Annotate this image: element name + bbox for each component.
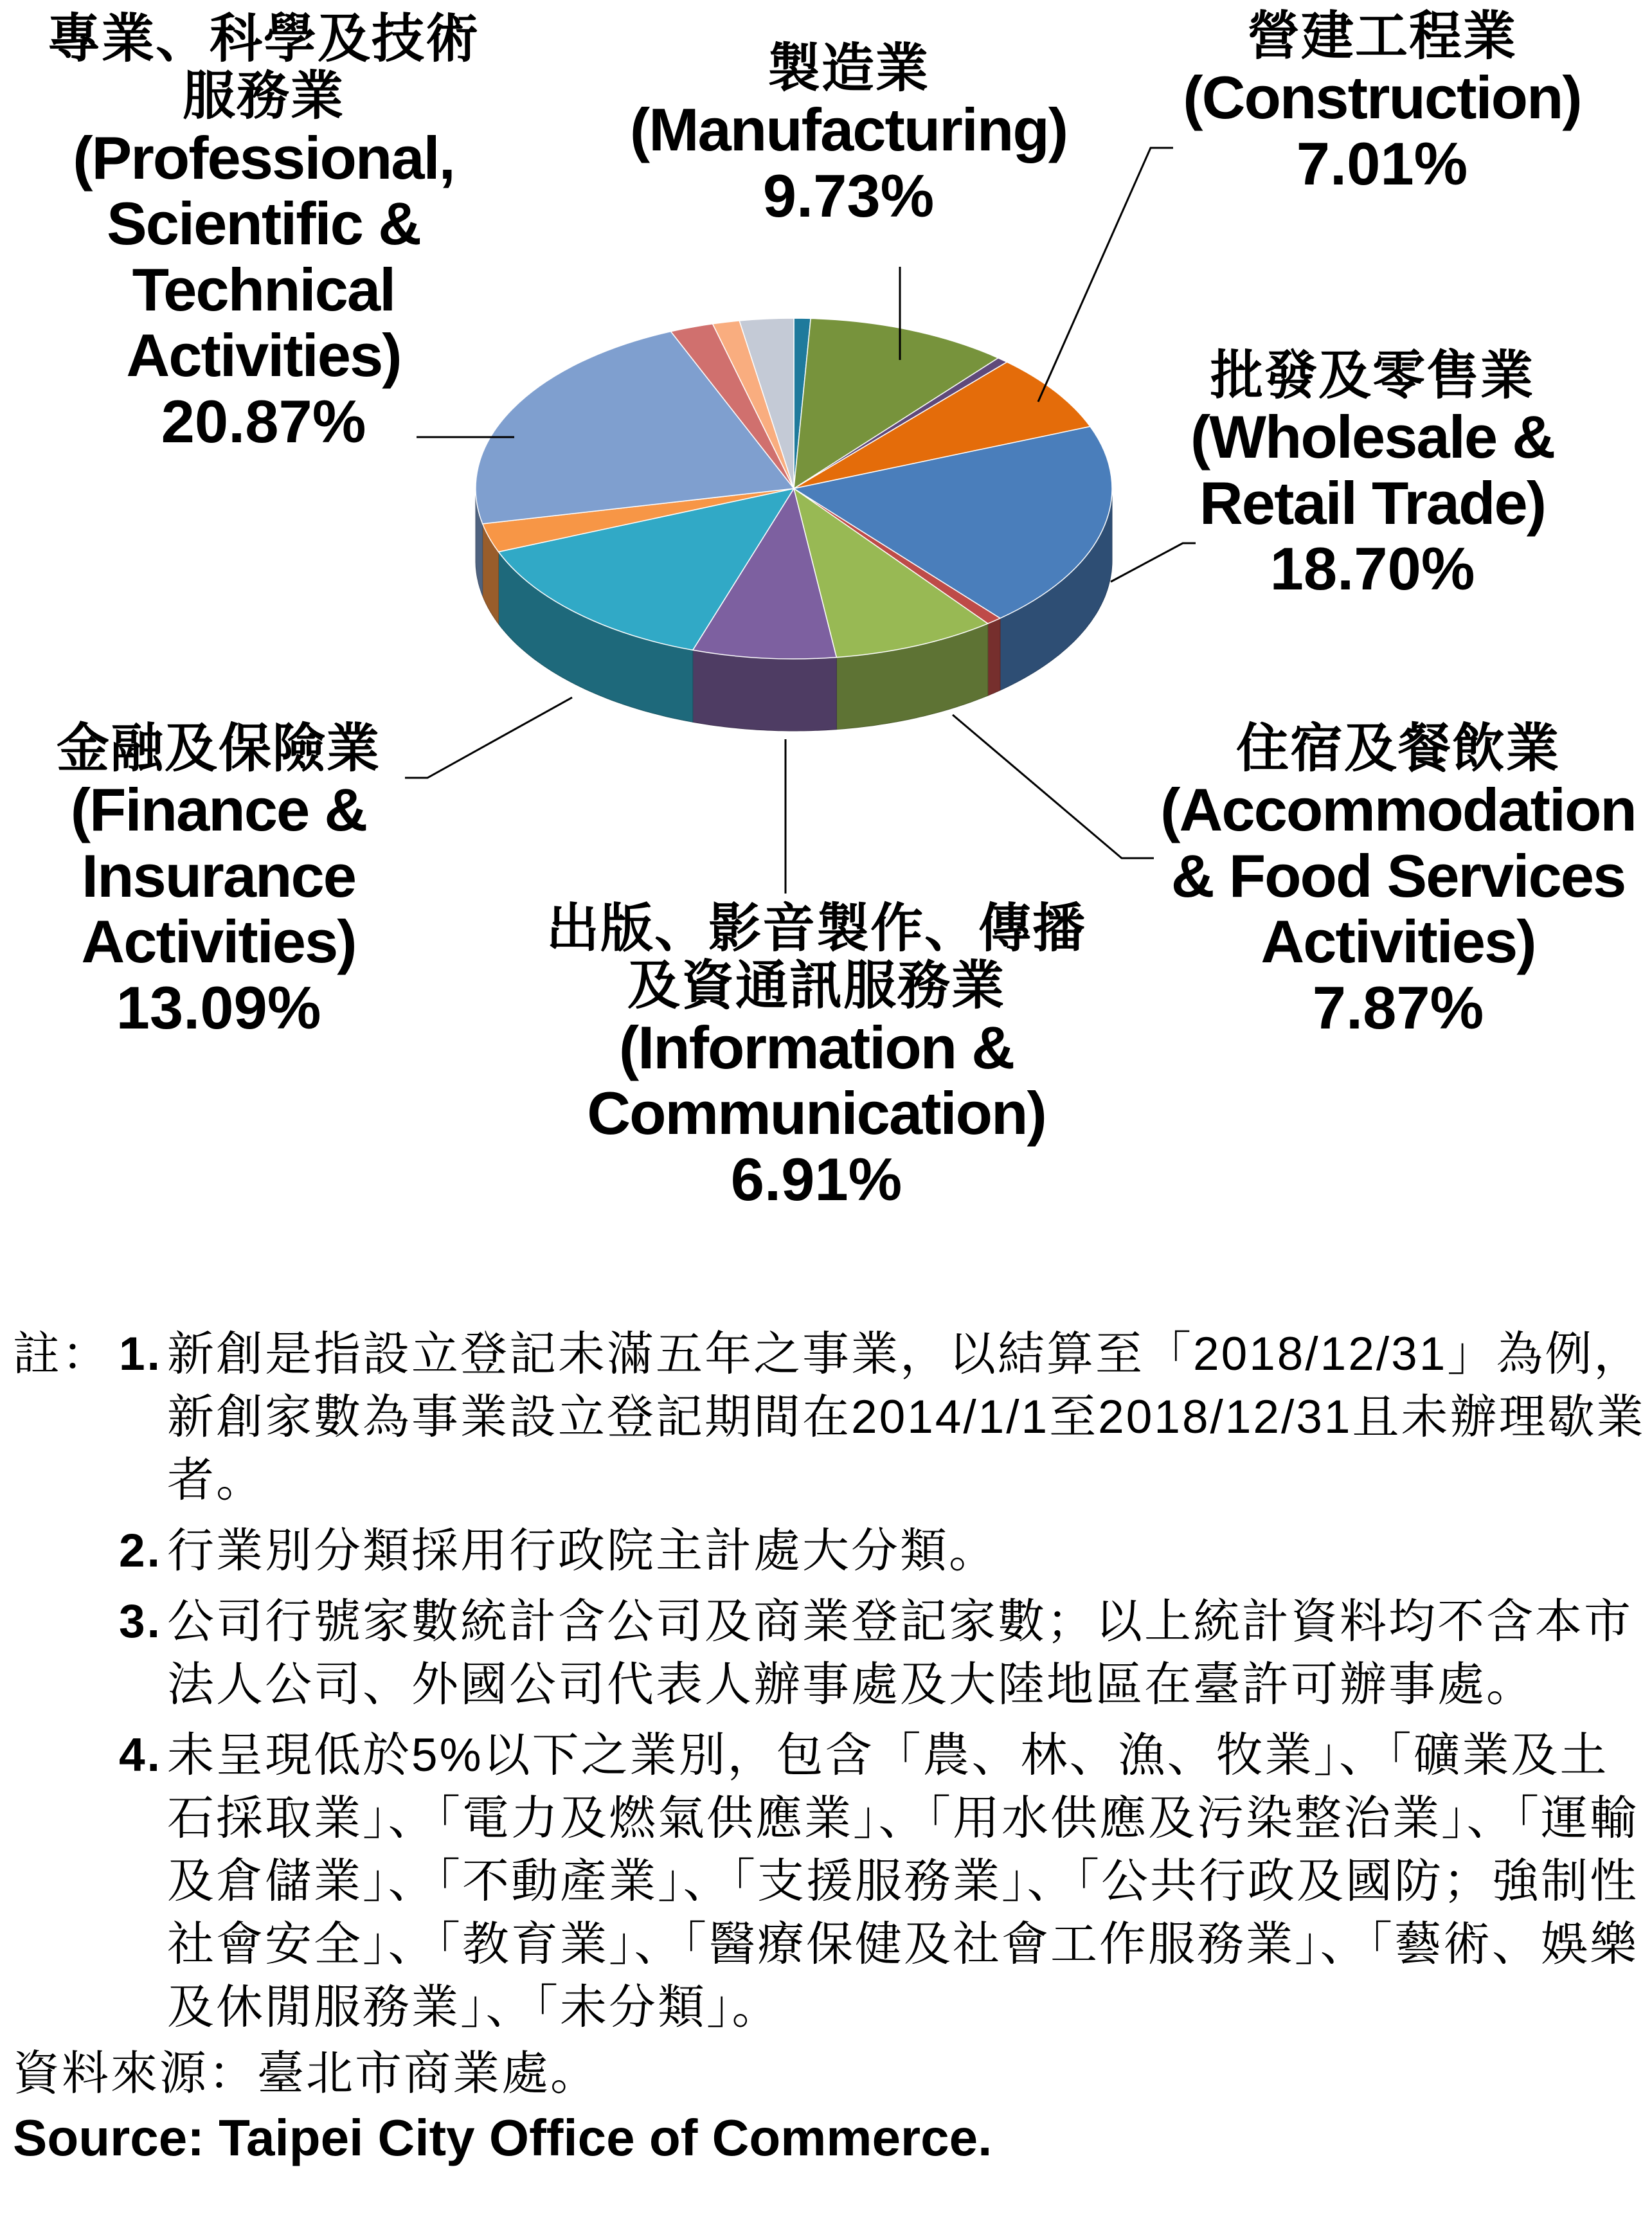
note-2-text: 行業別分類採用行政院主計處大分類。 [167, 1525, 998, 1577]
label-finance-en-1: (Finance & [70, 776, 367, 844]
label-finance-en-3: Activities) [81, 908, 356, 976]
label-accommodation-en-1: (Accommodation [1160, 776, 1636, 844]
source-en: Source: Taipei City Office of Commerce. [13, 2109, 992, 2166]
note-4-number: 4. [119, 1729, 162, 1781]
label-construction-en: (Construction) [1183, 64, 1581, 132]
label-professional-en-3: Technical [132, 255, 395, 323]
label-accommodation-zh: 住宿及餐飲業 [1235, 719, 1560, 778]
label-information-zh-2: 及資通訊服務業 [627, 957, 1005, 1016]
label-information [489, 900, 1144, 1212]
note-3-number: 3. [119, 1595, 162, 1648]
label-professional-en-4: Activities) [126, 321, 401, 390]
label-information-en-1: (Information & [618, 1013, 1014, 1081]
label-information-pct: 6.91% [730, 1145, 902, 1213]
label-finance [13, 720, 424, 1041]
label-manufacturing-pct: 9.73% [762, 161, 935, 229]
note-2-number: 2. [119, 1525, 162, 1577]
label-wholesale [1151, 347, 1594, 602]
leader-finance [405, 697, 572, 778]
label-information-zh-1: 出版、影音製作、傳播 [546, 899, 1086, 958]
label-finance-en-2: Insurance [81, 841, 356, 910]
note-1 [13, 1323, 1646, 1512]
label-manufacturing [604, 40, 1093, 229]
label-accommodation-en-3: Activities) [1261, 908, 1536, 976]
label-information-en-2: Communication) [587, 1079, 1046, 1147]
slice-other-red-side [988, 618, 1000, 696]
label-finance-zh: 金融及保險業 [56, 719, 381, 778]
label-construction-zh: 營建工程業 [1246, 7, 1517, 66]
note-prefix: 註： [13, 1328, 111, 1380]
slice-information-side [693, 650, 837, 731]
label-accommodation-en-2: & Food Services [1171, 841, 1626, 910]
label-finance-pct: 13.09% [116, 973, 321, 1041]
label-professional-zh-2: 服務業 [182, 67, 345, 126]
label-construction [1170, 8, 1594, 197]
label-wholesale-zh: 批發及零售業 [1210, 346, 1534, 405]
label-construction-pct: 7.01% [1296, 129, 1468, 197]
note-4-text: 未呈現低於5%以下之業別，包含「農、林、漁、牧業」、「礦業及土石採取業」、「電力及燃氣供應業」、「用水供應及污染整治業」、「運輸及倉儲業」、「不動產業」、「支援服務業」、「公共行政及國防；強制性社會安全」、「教育業」、「醫療保健及社會工作服務業」、「藝術、娛樂及休閒服務業」、「未分類」。 [167, 1729, 1639, 2033]
source-zh: 資料來源：臺北市商業處。 [13, 2047, 599, 2099]
note-4 [13, 1724, 1646, 2039]
label-wholesale-en-1: (Wholesale & [1190, 403, 1555, 471]
label-manufacturing-en: (Manufacturing) [629, 96, 1068, 164]
label-professional-en-1: (Professional, [73, 123, 454, 192]
label-professional-pct: 20.87% [161, 387, 366, 455]
note-3 [13, 1590, 1646, 1716]
label-accommodation-pct: 7.87% [1312, 973, 1484, 1041]
notes-section [13, 1323, 1646, 2170]
label-professional-en-2: Scientific & [107, 190, 420, 258]
label-professional [6, 10, 521, 454]
label-accommodation [1144, 720, 1652, 1041]
label-wholesale-pct: 18.70% [1270, 535, 1475, 603]
note-3-text: 公司行號家數統計含公司及商業登記家數；以上統計資料均不含本市法人公司、外國公司代表人辦事處及大陸地區在臺許可辦事處。 [167, 1595, 1633, 1711]
label-wholesale-en-2: Retail Trade) [1199, 469, 1546, 537]
note-1-number: 1. [119, 1328, 162, 1380]
label-manufacturing-zh: 製造業 [767, 39, 929, 98]
pie-tops [476, 318, 1112, 659]
note-1-text: 新創是指設立登記未滿五年之事業，以結算至「2018/12/31」為例，新創家數為事業設立登記期間在2014/1/1至2018/12/31且未辦理歇業者。 [167, 1328, 1646, 1506]
label-professional-zh-1: 專業、科學及技術 [47, 10, 480, 68]
note-2 [13, 1520, 1646, 1583]
leader-accommodation [953, 715, 1154, 858]
